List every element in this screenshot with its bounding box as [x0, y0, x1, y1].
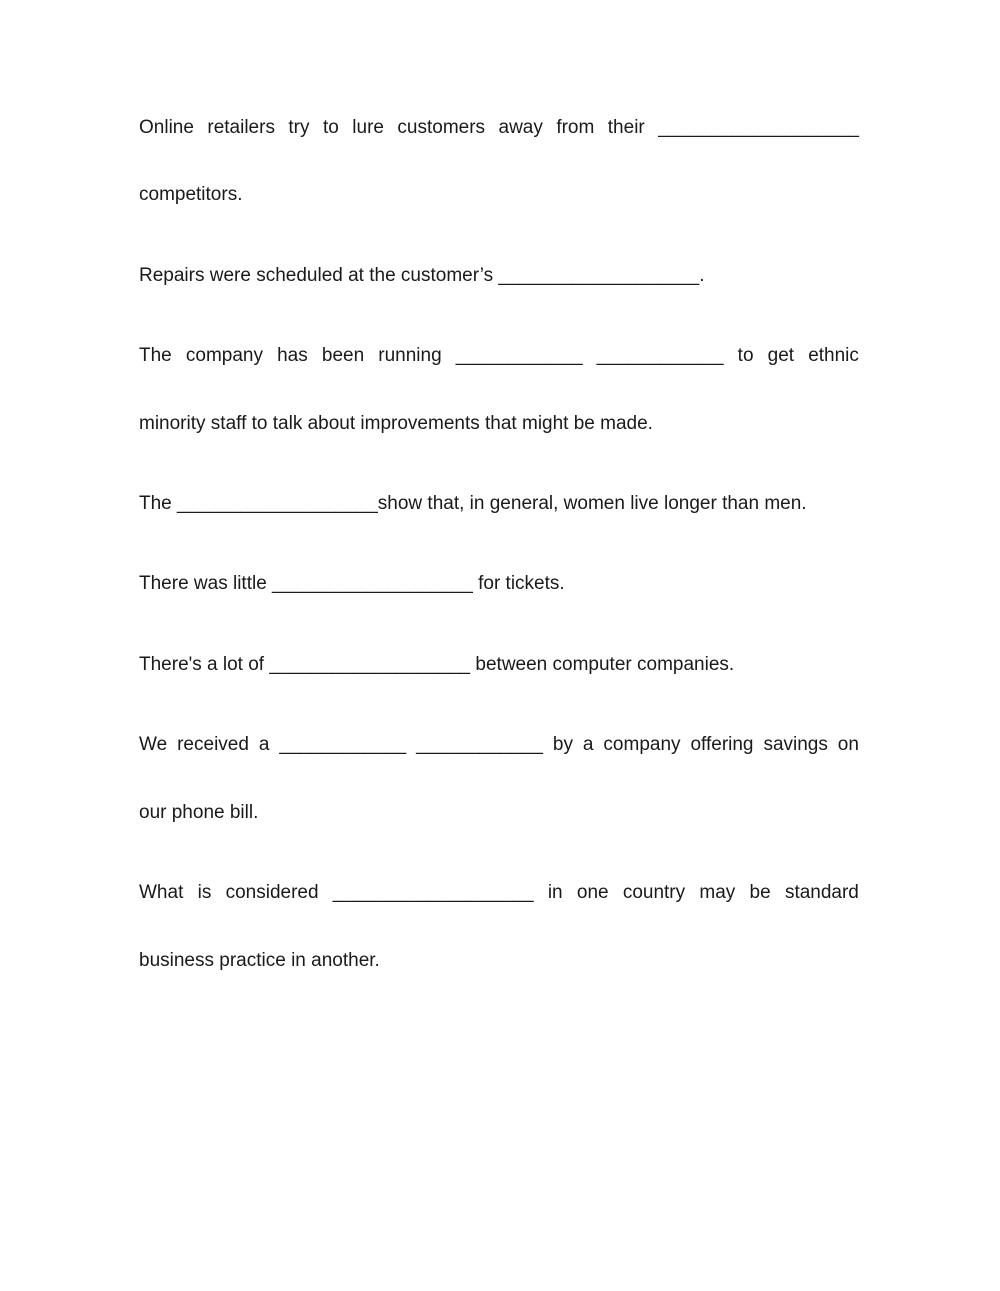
word: running — [378, 345, 442, 366]
word: in — [547, 882, 563, 903]
word: by — [552, 734, 573, 755]
word: country — [622, 882, 686, 903]
blank: ____________ — [596, 345, 724, 366]
word: standard — [784, 882, 859, 903]
sentence-7-line-1 — [139, 733, 859, 757]
word: to — [737, 345, 754, 366]
word: Online — [139, 117, 194, 138]
blank: ____________ — [455, 345, 583, 366]
word: retailers — [207, 117, 275, 138]
sentence-6-line-1: There's a lot of ___________________ between computer companies. — [139, 654, 735, 675]
word: be — [749, 882, 771, 903]
word: on — [837, 734, 859, 755]
word: been — [321, 345, 365, 366]
sentence-3-line-2: minority staff to talk about improvements that might be made. — [139, 413, 653, 434]
word: get — [767, 345, 795, 366]
word: a — [582, 734, 594, 755]
word: ethnic — [808, 345, 859, 366]
sentence-7-line-2: our phone bill. — [139, 802, 259, 823]
word: try — [288, 117, 310, 138]
word: savings — [763, 734, 828, 755]
word: from — [556, 117, 595, 138]
sentence-1-line-2: competitors. — [139, 184, 243, 205]
blank: ____________ — [279, 734, 407, 755]
word: received — [177, 734, 249, 755]
word: considered — [225, 882, 319, 903]
blank: ____________ — [416, 734, 543, 755]
blank: ___________________ — [332, 882, 534, 903]
sentence-8-line-2: business practice in another. — [139, 950, 380, 971]
sentence-4-line-1: The ___________________show that, in general, women live longer than men. — [139, 493, 807, 514]
word: lure — [352, 117, 384, 138]
word: to — [322, 117, 339, 138]
word: What — [139, 882, 184, 903]
word: is — [197, 882, 212, 903]
sentence-2-line-1: Repairs were scheduled at the customer’s ___________________. — [139, 265, 705, 286]
word: may — [699, 882, 736, 903]
word: company — [185, 345, 263, 366]
blank: ___________________ — [658, 117, 859, 138]
word: a — [258, 734, 270, 755]
sentence-5-line-1: There was little ___________________ for tickets. — [139, 573, 565, 594]
word: company — [603, 734, 681, 755]
word: We — [139, 734, 168, 755]
word: their — [607, 117, 645, 138]
word: away — [498, 117, 543, 138]
word: one — [576, 882, 609, 903]
word: offering — [690, 734, 754, 755]
word: has — [277, 345, 308, 366]
sentence-8-line-1 — [139, 881, 859, 905]
sentence-3-line-1 — [139, 344, 859, 368]
word: customers — [397, 117, 486, 138]
word: The — [139, 345, 172, 366]
sentence-1-line-1 — [139, 116, 859, 140]
